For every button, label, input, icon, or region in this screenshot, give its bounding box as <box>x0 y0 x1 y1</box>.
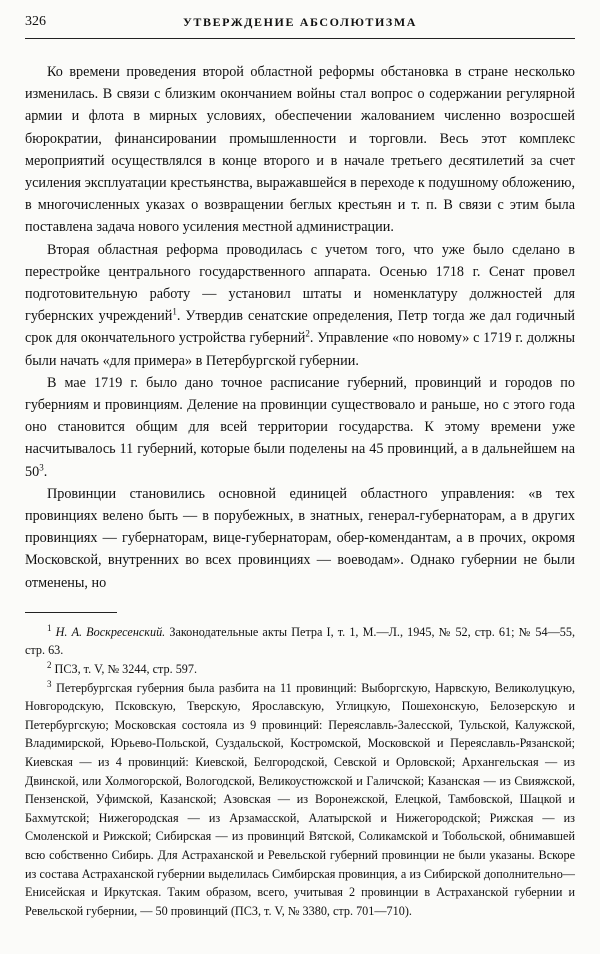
paragraph-1: Ко времени проведения второй областной реформы обстановка в стране несколько изменилась. В связи с близким окончанием войны стал вопрос о содержании регулярной армии и флота в мирных условиях, обеспечении жалованием численно возросшей бюрократии, финансировании промышленности и торговли. Весь этот комплекс мероприятий осуществлялся в конце второго и в начале третьего десятилетий за счет усиления эксплуатации крестьянства, выражавшейся в переходе к подушному обложению, в многочисленных указах о возвращении беглых крестьян и т. п. В связи с этим была поставлена задача нового усиления местной администрации. <box>25 64 575 236</box>
footnotes <box>25 623 575 921</box>
footnote-3: $^3$ Петербургская губерния была разбита на 11 провинций: Выборгскую, Нарвскую, Великолуцкую, Новгородскую, Псковскую, Тверскую, Ярославскую, Углицкую, Пошехонскую, Белозерскую и Петербургскую; Московская состояла из 9 провинций: Переяславль-Залесской, Тульской, Калужской, Владимирской, Юрьево-Польской, Суздальской, Костромской, Московской и Переяславль-Рязанской; Киевская — из 4 провинций: Киевской, Белгородской, Севской и Орловской; Архангельская — из Двинской, или Холмогорской, Вологодской, Великоустюжской и Галичской; Казанская — из Свияжской, Пензенской, Уфимской, Казанской; Азовская — из Воронежской, Елецкой, Тамбовской, Шацкой и Бахмутской; Нижегородская — из Арзамасской, Алатырской и Нижегородской; Рижская — из Смоленской и Рижской; Сибирская — из провинций Вятской, Соликамской и Тобольской, обнимавшей всю собственно Сибирь. Для Астраханской и Ревельской губерний провинции не были указаны. Вскоре из состава Астраханской губернии выделилась Симбирская провинция, а из Сибирской дополнительно— Енисейская и Иркутская. Таким образом, всего, учитывая 2 провинции в Астраханской губернии и Ревельской губернии, — 50 провинций (ПСЗ, т. V, № 3380, стр. 701—710). <box>25 678 576 918</box>
header-rule <box>25 38 575 39</box>
running-title: УТВЕРЖДЕНИЕ АБСОЛЮТИЗМА <box>182 15 418 29</box>
page <box>25 14 575 920</box>
paragraph-3: В мае 1719 г. было дано точное расписание губерний, провинций и городов по губерниям и провинциям. Деление на провинции существовало и раньше, но с этого года оно становится общим для всей территории государства. К этому времени уже насчитывалось 11 губерний, которые были поделены на 45 провинций, а в дальнейшем на $50^3$. <box>25 374 575 480</box>
footnote-ref-2: 2 <box>305 328 310 339</box>
paragraph-4: Провинции становились основной единицей областного управления: «в тех провинциях велено быть — в порубежных, в знатных, генерал-губернаторам, а в других провинциях — губернаторам, вице-губернаторам, обер-комендантам, а в прочих, окромя Московской, внутренних во всех провинциях — воеводам». Однако губернии не были отменены, но <box>25 485 575 591</box>
footnote-2: $^2$ ПСЗ, т. V, № 3244, стр. 597. <box>47 660 198 677</box>
paragraph-2: Вторая областная реформа проводилась с учетом того, что уже было сделано в перестройке центрального государственного аппарата. Осенью 1718 г. Сенат провел подготовительную работу — установил штаты и номенклатуру должностей для губернских учреждений$^1$. Утвердив сенатские определения, Петр тогда же дал годичный срок для окончательного устройства губерний$^2$. Управление «по новому» с 1719 г. должны были начать «для примера» в Петербургской губернии. <box>25 241 575 369</box>
footnote-author: Н. А. Воскресенский. <box>55 624 166 639</box>
footnote-1: $^1$ Н. А. Воскресенский. Законодательные акты Петра I, т. 1, М.—Л., 1945, № 52, стр. 61; № 54—55, стр. 63. <box>25 622 576 658</box>
page-number: 326 <box>25 14 46 29</box>
footnote-ref-3: 3 <box>39 461 44 472</box>
main-text <box>25 61 575 594</box>
footnote-ref-1: 1 <box>172 306 177 317</box>
footnote-separator <box>25 612 117 613</box>
page-header <box>25 14 575 36</box>
